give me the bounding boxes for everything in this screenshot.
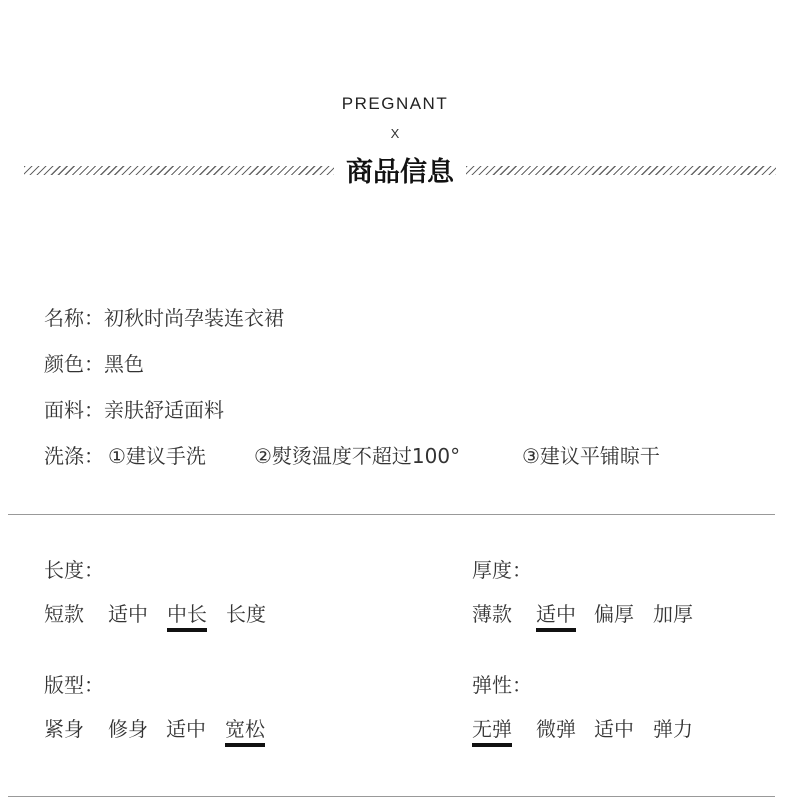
info-name-label: 名称： (44, 306, 104, 330)
info-name-row (44, 302, 284, 331)
info-fabric-row (44, 394, 224, 423)
info-wash-row (44, 440, 744, 470)
option-fit-selected: 宽松 (225, 713, 265, 742)
info-color-value: 黑色 (104, 352, 144, 376)
hatch-decoration-right (466, 166, 776, 175)
option-elasticity: 适中 (594, 717, 634, 741)
length-label: 长度： (44, 558, 104, 582)
divider-top (8, 514, 775, 515)
info-name-value: 初秋时尚孕装连衣裙 (104, 306, 284, 330)
brand-x-mark: X (390, 126, 400, 141)
info-fabric-label: 面料： (44, 398, 104, 422)
hatch-decoration-left (24, 166, 334, 175)
option-thickness: 加厚 (653, 602, 693, 626)
option-fit: 修身 (108, 717, 148, 741)
info-color-row (44, 348, 144, 377)
thickness-label: 厚度： (472, 558, 532, 582)
divider-bottom (8, 796, 775, 797)
thickness-options (472, 598, 772, 634)
option-length: 长度 (226, 602, 266, 626)
option-fit: 适中 (166, 717, 206, 741)
option-length: 适中 (108, 602, 148, 626)
info-color-label: 颜色： (44, 352, 104, 376)
elasticity-options (472, 713, 772, 749)
wash-instruction: ①建议手洗 (108, 444, 206, 468)
fit-label: 版型： (44, 673, 104, 697)
info-wash-label: 洗涤： (44, 444, 104, 468)
wash-instruction: ③建议平铺晾干 (522, 444, 660, 468)
option-thickness: 偏厚 (594, 602, 634, 626)
option-elasticity: 微弹 (536, 717, 576, 741)
option-length: 短款 (44, 602, 84, 626)
info-fabric-value: 亲肤舒适面料 (104, 398, 224, 422)
brand-title: PREGNANT (341, 94, 449, 113)
option-fit: 紧身 (44, 717, 84, 741)
option-elasticity-selected: 无弹 (472, 713, 512, 742)
option-length-selected: 中长 (167, 598, 207, 627)
option-thickness-selected: 适中 (536, 598, 576, 627)
fit-options (44, 713, 344, 749)
wash-instruction: ②熨烫温度不超过100° (254, 444, 461, 468)
option-thickness: 薄款 (472, 602, 512, 626)
option-elasticity: 弹力 (653, 717, 693, 741)
length-options (44, 598, 344, 634)
elasticity-label: 弹性： (472, 673, 532, 697)
section-title: 商品信息 (346, 157, 454, 188)
